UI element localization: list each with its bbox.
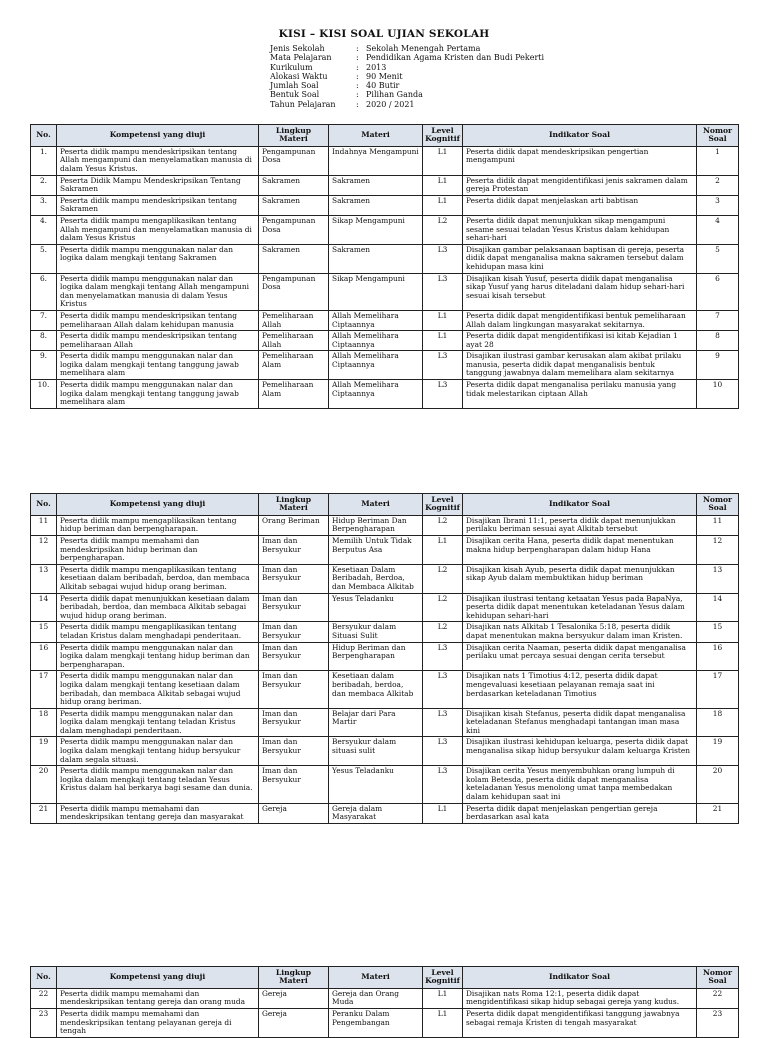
cell-kompetensi: Peserta didik mampu mengaplikasikan tentang teladan Kristus dalam menghadapi penderitaan. <box>57 622 259 642</box>
cell-lingkup: Gereja <box>259 988 329 1008</box>
info-colon: : <box>356 90 359 100</box>
cell-no: 1. <box>31 146 57 175</box>
header-nomor: Nomor Soal <box>697 125 739 147</box>
cell-kompetensi: Peserta didik mampu menggunakan nalar dan logika dalam mengkaji tentang Allah mengampuni dan menyelamatkan manusia di dalam Yesus Kristus <box>57 273 259 310</box>
cell-kompetensi: Peserta didik mampu mengaplikasikan tentang hidup beriman dan berpengharapan. <box>57 515 259 535</box>
cell-indikator: Disajikan nats Roma 12:1, peserta didik dapat mengidentifikasi sikap hidup sebagai gereja yang kudus. <box>463 988 697 1008</box>
cell-indikator: Disajikan gambar pelaksanaan baptisan di gereja, peserta didik dapat menganalisa makna sakramen tersebut dalam kehidupan masa kini <box>463 244 697 273</box>
cell-lingkup: Iman dan Bersyukur <box>259 737 329 766</box>
cell-no: 9. <box>31 351 57 380</box>
info-colon: : <box>356 53 359 63</box>
cell-materi: Allah Memelihara Ciptaannya <box>329 380 423 409</box>
cell-no: 19 <box>31 737 57 766</box>
cell-kompetensi: Peserta didik mampu menggunakan nalar dan logika dalam mengkaji tentang tanggung jawab memelihara alam <box>57 380 259 409</box>
cell-materi: Kesetiaan Dalam Beribadah, Berdoa, dan Membaca Alkitab <box>329 564 423 593</box>
table-row <box>31 803 739 823</box>
cell-no: 12 <box>31 536 57 565</box>
cell-kompetensi: Peserta didik mampu memahami dan mendeskripsikan tentang gereja dan orang muda <box>57 988 259 1008</box>
table-row <box>31 351 739 380</box>
cell-lingkup: Iman dan Bersyukur <box>259 642 329 671</box>
info-label: Jenis Sekolah <box>270 44 325 53</box>
header-materi: Materi <box>329 494 423 516</box>
cell-materi: Hidup Beriman Dan Berpengharapan <box>329 515 423 535</box>
cell-indikator: Disajikan nats 1 Timotius 4:12, peserta didik dapat mengevaluasi kesetiaan pelayanan remaja saat ini berdasarkan keteladanan Timotius <box>463 671 697 708</box>
cell-nomor: 1 <box>697 146 739 175</box>
table-row <box>31 273 739 310</box>
info-label: Alokasi Waktu <box>270 71 328 81</box>
cell-materi: Hidup Beriman dan Berpengharapan <box>329 642 423 671</box>
header-lingkup: Lingkup Materi <box>259 967 329 989</box>
info-label: Mata Pelajaran <box>270 53 332 63</box>
cell-indikator: Peserta didik dapat menjelaskan pengertian gereja berdasarkan asal kata <box>463 803 697 823</box>
header-nomor: Nomor Soal <box>697 494 739 516</box>
info-row <box>270 44 544 53</box>
info-value: 40 Butir <box>366 81 400 91</box>
cell-lingkup: Iman dan Bersyukur <box>259 593 329 622</box>
cell-nomor: 17 <box>697 671 739 708</box>
cell-indikator: Peserta didik dapat mengidentifikasi isi kitab Kejadian 1 ayat 28 <box>463 331 697 351</box>
cell-level: L1 <box>423 175 463 195</box>
cell-materi: Gereja dan Orang Muda <box>329 988 423 1008</box>
cell-level: L1 <box>423 988 463 1008</box>
header-lingkup: Lingkup Materi <box>259 494 329 516</box>
header-level: Level Kognitif <box>423 494 463 516</box>
cell-lingkup: Sakramen <box>259 195 329 215</box>
cell-lingkup: Iman dan Bersyukur <box>259 708 329 737</box>
table-row <box>31 737 739 766</box>
cell-no: 4. <box>31 215 57 244</box>
info-colon: : <box>356 99 359 109</box>
info-label: Bentuk Soal <box>270 90 320 100</box>
cell-nomor: 3 <box>697 195 739 215</box>
info-value: 2020 / 2021 <box>366 99 415 109</box>
cell-kompetensi: Peserta didik mampu menggunakan nalar dan logika dalam mengkaji tentang tanggung jawab memelihara alam <box>57 351 259 380</box>
table-row <box>31 671 739 708</box>
table-row <box>31 244 739 273</box>
cell-no: 18 <box>31 708 57 737</box>
cell-materi: Sakramen <box>329 175 423 195</box>
cell-level: L1 <box>423 536 463 565</box>
cell-no: 16 <box>31 642 57 671</box>
info-colon: : <box>356 81 359 91</box>
cell-lingkup: Pemeliharaan Allah <box>259 310 329 330</box>
header-indikator: Indikator Soal <box>463 125 697 147</box>
cell-nomor: 15 <box>697 622 739 642</box>
info-row <box>270 53 544 62</box>
header-materi: Materi <box>329 967 423 989</box>
table-body <box>31 988 739 1037</box>
cell-kompetensi: Peserta didik mampu menggunakan nalar dan logika dalam mengkaji tentang Sakramen <box>57 244 259 273</box>
cell-materi: Kesetiaan dalam beribadah, berdoa, dan membaca Alkitab <box>329 671 423 708</box>
cell-nomor: 2 <box>697 175 739 195</box>
cell-level: L2 <box>423 622 463 642</box>
cell-indikator: Disajikan ilustrasi kehidupan keluarga, peserta didik dapat menganalisa sikap hidup bersyukur dalam keluarga Kristen <box>463 737 697 766</box>
cell-lingkup: Pemeliharaan Alam <box>259 380 329 409</box>
cell-kompetensi: Peserta didik mampu mengaplikasikan tentang Allah mengampuni dan menyelamatkan manusia di dalam Yesus Kristus <box>57 215 259 244</box>
header-indikator: Indikator Soal <box>463 967 697 989</box>
info-label: Kurikulum <box>270 62 313 72</box>
header-materi: Materi <box>329 125 423 147</box>
info-row <box>270 81 544 90</box>
cell-materi: Gereja dalam Masyarakat <box>329 803 423 823</box>
cell-no: 5. <box>31 244 57 273</box>
cell-no: 2. <box>31 175 57 195</box>
cell-nomor: 10 <box>697 380 739 409</box>
cell-level: L3 <box>423 273 463 310</box>
cell-materi: Sikap Mengampuni <box>329 215 423 244</box>
cell-lingkup: Pemeliharaan Allah <box>259 331 329 351</box>
cell-kompetensi: Peserta didik dapat menunjukkan kesetiaan dalam beribadah, berdoa, dan membaca Alkitab sebagai wujud hidup orang beriman. <box>57 593 259 622</box>
info-value: Pendidikan Agama Kristen dan Budi Pekerti <box>366 53 545 63</box>
cell-kompetensi: Peserta didik mampu menggunakan nalar dan logika dalam mengkaji tentang kesetiaan dalam beribadah, dan membaca Alkitab sebagai wujud hidup orang beriman. <box>57 671 259 708</box>
cell-level: L1 <box>423 1009 463 1038</box>
cell-kompetensi: Peserta didik mampu mendeskripsikan tentang pemeliharaan Allah <box>57 331 259 351</box>
cell-no: 8. <box>31 331 57 351</box>
cell-level: L1 <box>423 146 463 175</box>
cell-lingkup: Pemeliharaan Alam <box>259 351 329 380</box>
cell-lingkup: Iman dan Bersyukur <box>259 766 329 803</box>
cell-no: 13 <box>31 564 57 593</box>
cell-nomor: 18 <box>697 708 739 737</box>
cell-no: 11 <box>31 515 57 535</box>
cell-indikator: Disajikan nats Alkitab 1 Tesalonika 5:18, peserta didik dapat menentukan makna bersyukur dalam iman Kristen. <box>463 622 697 642</box>
table-body <box>31 515 739 823</box>
cell-no: 21 <box>31 803 57 823</box>
cell-nomor: 13 <box>697 564 739 593</box>
cell-nomor: 21 <box>697 803 739 823</box>
cell-no: 17 <box>31 671 57 708</box>
cell-indikator: Disajikan ilustrasi gambar kerusakan alam akibat prilaku manusia, peserta didik dapat menganalisis bentuk tanggung jawabnya dalam memelihara alam sekitarnya <box>463 351 697 380</box>
header-no: No. <box>31 967 57 989</box>
table-row <box>31 380 739 409</box>
table-row <box>31 766 739 803</box>
cell-materi: Sakramen <box>329 244 423 273</box>
table-body <box>31 146 739 408</box>
kisi-table-1 <box>30 124 739 409</box>
cell-materi: Indahnya Mengampuni <box>329 146 423 175</box>
cell-kompetensi: Peserta didik mampu mendeskripsikan tentang Sakramen <box>57 195 259 215</box>
cell-lingkup: Pengampunan Dosa <box>259 146 329 175</box>
info-value: 2013 <box>366 62 387 72</box>
cell-kompetensi: Peserta didik mampu menggunakan nalar dan logika dalam mengkaji tentang hidup beriman dan berpengharapan. <box>57 642 259 671</box>
cell-no: 10. <box>31 380 57 409</box>
cell-level: L3 <box>423 244 463 273</box>
cell-materi: Bersyukur dalam Situasi Sulit <box>329 622 423 642</box>
cell-no: 15 <box>31 622 57 642</box>
cell-level: L3 <box>423 737 463 766</box>
cell-materi: Belajar dari Para Martir <box>329 708 423 737</box>
cell-no: 7. <box>31 310 57 330</box>
table-row <box>31 175 739 195</box>
cell-nomor: 4 <box>697 215 739 244</box>
cell-materi: Yesus Teladanku <box>329 593 423 622</box>
info-row <box>270 72 544 81</box>
cell-indikator: Peserta didik dapat menganalisa perilaku manusia yang tidak melestarikan ciptaan Allah <box>463 380 697 409</box>
table-row <box>31 1009 739 1038</box>
cell-kompetensi: Peserta didik mampu menggunakan nalar dan logika dalam mengkaji tentang teladan Yesus Kristus dalam hal berkarya bagi sesame dan dunia. <box>57 766 259 803</box>
cell-indikator: Peserta didik dapat mengidentifikasi jenis sakramen dalam gereja Protestan <box>463 175 697 195</box>
cell-kompetensi: Peserta didik mampu memahami dan mendeskripsikan tentang gereja dan masyarakat <box>57 803 259 823</box>
cell-lingkup: Iman dan Bersyukur <box>259 671 329 708</box>
table-row <box>31 708 739 737</box>
cell-no: 6. <box>31 273 57 310</box>
table-row <box>31 310 739 330</box>
cell-indikator: Peserta didik dapat menunjukkan sikap mengampuni sesame sesuai teladan Yesus Kristus dalam kehidupan sehari-hari <box>463 215 697 244</box>
cell-nomor: 14 <box>697 593 739 622</box>
info-row <box>270 100 544 109</box>
cell-materi: Sikap Mengampuni <box>329 273 423 310</box>
cell-indikator: Disajikan Ibrani 11:1, peserta didik dapat menunjukkan perilaku beriman sesuai ayat Alkitab tersebut <box>463 515 697 535</box>
cell-nomor: 12 <box>697 536 739 565</box>
cell-kompetensi: Peserta Didik Mampu Mendeskripsikan Tentang Sakramen <box>57 175 259 195</box>
cell-lingkup: Gereja <box>259 803 329 823</box>
cell-indikator: Disajikan cerita Hana, peserta didik dapat menentukan makna hidup berpengharapan dalam hidup Hana <box>463 536 697 565</box>
cell-nomor: 22 <box>697 988 739 1008</box>
table-row <box>31 215 739 244</box>
cell-lingkup: Iman dan Bersyukur <box>259 564 329 593</box>
cell-no: 14 <box>31 593 57 622</box>
table-header-row <box>31 494 739 516</box>
cell-kompetensi: Peserta didik mampu menggunakan nalar dan logika dalam mengkaji tentang teladan Kristus dalam menghadapi penderitaan. <box>57 708 259 737</box>
cell-kompetensi: Peserta didik mampu mengaplikasikan tentang kesetiaan dalam beribadah, berdoa, dan membaca Alkitab sebagai wujud hidup orang beriman. <box>57 564 259 593</box>
cell-materi: Allah Memelihara Ciptaannya <box>329 331 423 351</box>
table-header-row <box>31 967 739 989</box>
table-row <box>31 146 739 175</box>
document-info <box>270 44 544 109</box>
cell-indikator: Peserta didik dapat mengidentifikasi tanggung jawabnya sebagai remaja Kristen di tengah masyarakat <box>463 1009 697 1038</box>
cell-kompetensi: Peserta didik mampu mendeskripsikan tentang Allah mengampuni dan menyelamatkan manusia di dalam Yesus Kristus. <box>57 146 259 175</box>
document-title: KISI – KISI SOAL UJIAN SEKOLAH <box>278 28 490 40</box>
cell-materi: Sakramen <box>329 195 423 215</box>
cell-kompetensi: Peserta didik mampu memahami dan mendeskripsikan tentang pelayanan gereja di tengah <box>57 1009 259 1038</box>
table-row <box>31 642 739 671</box>
cell-level: L3 <box>423 380 463 409</box>
header-no: No. <box>31 125 57 147</box>
cell-indikator: Peserta didik dapat mengidentifikasi bentuk pemeliharaan Allah dalam lingkungan masyarakat sekitarnya. <box>463 310 697 330</box>
cell-level: L1 <box>423 803 463 823</box>
cell-lingkup: Iman dan Bersyukur <box>259 622 329 642</box>
cell-nomor: 11 <box>697 515 739 535</box>
header-kompetensi: Kompetensi yang diuji <box>57 967 259 989</box>
cell-level: L3 <box>423 708 463 737</box>
table-row <box>31 331 739 351</box>
cell-kompetensi: Peserta didik mampu mendeskripsikan tentang pemeliharaan Allah dalam kehidupan manusia <box>57 310 259 330</box>
cell-no: 23 <box>31 1009 57 1038</box>
info-colon: : <box>356 62 359 72</box>
info-label: Jumlah Soal <box>270 81 319 91</box>
info-colon: : <box>356 44 359 53</box>
header-nomor: Nomor Soal <box>697 967 739 989</box>
cell-nomor: 23 <box>697 1009 739 1038</box>
cell-indikator: Peserta didik dapat menjelaskan arti babtisan <box>463 195 697 215</box>
cell-lingkup: Pengampunan Dosa <box>259 273 329 310</box>
cell-level: L3 <box>423 642 463 671</box>
header-level: Level Kognitif <box>423 125 463 147</box>
cell-indikator: Disajikan ilustrasi tentang ketaatan Yesus pada BapaNya, peserta didik dapat menentukan keteladanan Yesus dalam kehidupan sehari-hari <box>463 593 697 622</box>
table-header-row <box>31 125 739 147</box>
info-row <box>270 90 544 99</box>
kisi-table-2 <box>30 493 739 824</box>
cell-level: L1 <box>423 310 463 330</box>
cell-level: L3 <box>423 351 463 380</box>
info-label: Tahun Pelajaran <box>270 99 336 109</box>
header-lingkup: Lingkup Materi <box>259 125 329 147</box>
cell-nomor: 5 <box>697 244 739 273</box>
cell-lingkup: Gereja <box>259 1009 329 1038</box>
info-value: 90 Menit <box>366 71 403 81</box>
cell-lingkup: Iman dan Bersyukur <box>259 536 329 565</box>
cell-level: L3 <box>423 671 463 708</box>
cell-indikator: Disajikan kisah Yusuf, peserta didik dapat menganalisa sikap Yusuf yang harus diteladani dalam hidup sehari-hari sesuai kisah tersebut <box>463 273 697 310</box>
cell-level: L1 <box>423 331 463 351</box>
table-row <box>31 195 739 215</box>
cell-nomor: 19 <box>697 737 739 766</box>
cell-level: L2 <box>423 215 463 244</box>
info-value: Pilihan Ganda <box>366 90 423 100</box>
cell-indikator: Peserta didik dapat mendeskripsikan pengertian mengampuni <box>463 146 697 175</box>
info-colon: : <box>356 71 359 81</box>
cell-nomor: 20 <box>697 766 739 803</box>
cell-nomor: 9 <box>697 351 739 380</box>
cell-materi: Allah Memelihara Ciptaannya <box>329 351 423 380</box>
cell-indikator: Disajikan kisah Ayub, peserta didik dapat menunjukkan sikap Ayub dalam membuktikan hidup beriman <box>463 564 697 593</box>
cell-lingkup: Orang Beriman <box>259 515 329 535</box>
table-row <box>31 622 739 642</box>
cell-materi: Allah Memelihara Ciptaannya <box>329 310 423 330</box>
header-indikator: Indikator Soal <box>463 494 697 516</box>
cell-level: L3 <box>423 766 463 803</box>
info-value: Sekolah Menengah Pertama <box>366 44 481 53</box>
table-row <box>31 593 739 622</box>
cell-nomor: 16 <box>697 642 739 671</box>
cell-lingkup: Sakramen <box>259 175 329 195</box>
cell-level: L2 <box>423 515 463 535</box>
table-row <box>31 564 739 593</box>
cell-kompetensi: Peserta didik mampu menggunakan nalar dan logika dalam mengkaji tentang hidup bersyukur dalam segala situasi. <box>57 737 259 766</box>
header-kompetensi: Kompetensi yang diuji <box>57 125 259 147</box>
cell-materi: Peranku Dalam Pengembangan <box>329 1009 423 1038</box>
cell-materi: Bersyukur dalam situasi sulit <box>329 737 423 766</box>
cell-kompetensi: Peserta didik mampu memahami dan mendeskripsikan hidup beriman dan berpengharapan. <box>57 536 259 565</box>
cell-indikator: Disajikan cerita Yesus menyembuhkan orang lumpuh di kolam Betesda, peserta didik dapat menganalisa keteladanan Yesus menolong umat tanpa membedakan dalam kehidupan saat ini <box>463 766 697 803</box>
header-kompetensi: Kompetensi yang diuji <box>57 494 259 516</box>
cell-level: L1 <box>423 195 463 215</box>
cell-nomor: 6 <box>697 273 739 310</box>
table-row <box>31 515 739 535</box>
cell-lingkup: Sakramen <box>259 244 329 273</box>
kisi-table-3 <box>30 966 739 1038</box>
cell-indikator: Disajikan cerita Naaman, peserta didik dapat menganalisa perilaku umat percaya sesuai dengan cerita tersebut <box>463 642 697 671</box>
info-row <box>270 63 544 72</box>
cell-nomor: 7 <box>697 310 739 330</box>
table-row <box>31 988 739 1008</box>
cell-indikator: Disajikan kisah Stefanus, peserta didik dapat menganalisa keteladanan Stefanus menghadapi tantangan iman masa kini <box>463 708 697 737</box>
cell-lingkup: Pengampunan Dosa <box>259 215 329 244</box>
cell-no: 20 <box>31 766 57 803</box>
cell-materi: Yesus Teladanku <box>329 766 423 803</box>
cell-level: L2 <box>423 593 463 622</box>
cell-materi: Memilih Untuk Tidak Berputus Asa <box>329 536 423 565</box>
cell-no: 3. <box>31 195 57 215</box>
table-row <box>31 536 739 565</box>
cell-level: L2 <box>423 564 463 593</box>
cell-nomor: 8 <box>697 331 739 351</box>
cell-no: 22 <box>31 988 57 1008</box>
header-level: Level Kognitif <box>423 967 463 989</box>
header-no: No. <box>31 494 57 516</box>
